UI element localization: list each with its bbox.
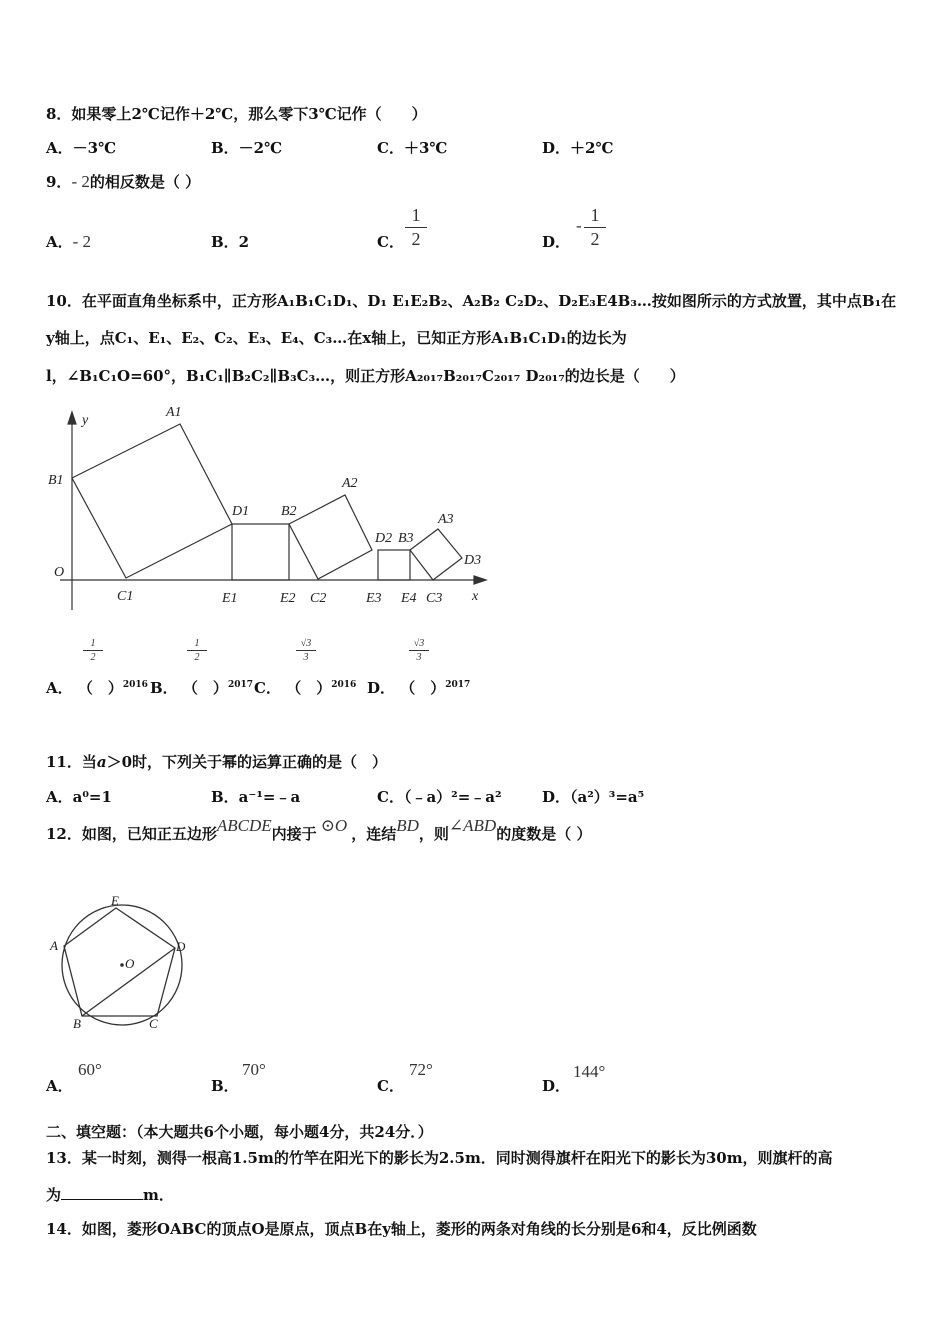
q12-math-segment: BD [396,816,419,835]
x-axis-arrow [474,576,486,584]
q12-math-circle: ⊙O [320,816,348,835]
q9-option-c-label: C． [377,233,404,251]
label-a2: A2 [342,476,358,491]
label-b2: B2 [281,504,297,519]
q9-stem-math: - 2 [71,172,90,191]
q10-option-c-label: C． [254,679,281,697]
q11-stem-post: ＞0时，下列关于幂的运算正确的是（ ） [106,753,388,771]
q10-option-d [367,677,470,698]
q8-option-a: A．－3℃ [46,139,117,157]
q12-option-a-label: A． [46,1077,73,1095]
q10-option-b-paren: （ ） [182,679,228,697]
q10-option-c-denominator: 3 [303,652,309,663]
label-x: x [472,589,479,604]
label-e2: E2 [280,591,296,606]
q12-option-c-label: C． [377,1077,404,1095]
q10-option-a-denominator: 2 [90,652,96,663]
q9-option-c-fraction [405,205,427,250]
q13-post: m． [143,1186,174,1204]
q10-option-b-denominator: 2 [194,652,200,663]
q10-option-b [150,677,253,698]
pentagon [64,908,175,1016]
q9-option-d-sign: - [576,216,582,235]
q10-stem-line1: 10．在平面直角坐标系中，正方形A₁B₁C₁D₁、D₁ E₁E₂B₂、A₂B₂ C₂D₂、D₂E₃E4B₃…按如图所示的方式放置，其中点B₁在 [46,292,897,310]
label-a: A [50,938,58,953]
label-a1: A1 [166,405,182,420]
q9-stem [46,171,200,192]
q11-stem [46,751,387,772]
label-e3: E3 [366,591,382,606]
label-o: O [125,956,135,971]
square-d1e1e2b2 [232,524,289,580]
q10-stem-line2: y轴上，点C₁、E₁、E₂、C₂、E₃、E₄、C₃…在x轴上，已知正方形A₁B₁C₁D₁的边长为 [46,329,627,347]
q9-number: 9． [46,173,72,191]
label-b: B [73,1016,81,1031]
q12-option-d-value: 144° [573,1062,606,1081]
section-2-heading: 二、填空题：（本大题共6个小题，每小题4分，共24分．） [46,1123,433,1141]
q12-math-angle: ∠ABD [448,816,497,835]
q10-squares-figure [40,400,500,615]
q9-option-a-value: - 2 [72,232,92,251]
q8-option-d: D．＋2℃ [542,139,614,157]
q12-option-c-value: 72° [409,1060,433,1079]
q11-option-a: A．a⁰=1 [46,788,112,806]
q11-option-d: D．（a²）³=a⁵ [542,788,645,806]
q10-option-c [254,677,356,698]
q10-option-a [46,677,148,698]
label-a3: A3 [438,512,454,527]
square-2 [289,495,372,579]
q11-option-c: C．（﹣a）²=﹣a² [377,788,502,806]
q11-stem-variable: a [96,753,107,771]
q9-option-b: B．2 [211,233,250,251]
q9-option-c-numerator: 1 [411,205,421,225]
q10-option-d-label: D． [367,679,396,697]
q10-stem-line3: l，∠B₁C₁O=60°，B₁C₁∥B₂C₂∥B₃C₃…，则正方形A₂₀₁₇B₂₀₁₇C₂₀₁₇ D₂₀₁₇的边长是（ ） [46,367,685,385]
q10-option-c-numerator: √3 [300,638,312,649]
q10-option-c-paren: （ ） [286,679,332,697]
label-d1: D1 [232,504,250,519]
q9-option-d-numerator: 1 [590,205,600,225]
q12-stem-mid2: ，连结 [351,825,397,843]
q10-option-a-numerator: 1 [90,638,96,649]
q10-option-a-paren: （ ） [77,679,123,697]
square-3 [410,529,462,580]
q10-option-d-exponent: 2017 [445,680,471,690]
q9-stem-text: 的相反数是（ ） [89,173,201,191]
q13-stem-line2 [46,1184,174,1205]
label-c2: C2 [310,591,327,606]
q13-answer-blank[interactable] [61,1185,143,1200]
q8-option-c: C．＋3℃ [377,139,448,157]
y-axis-arrow [68,412,76,424]
label-o: O [54,565,65,580]
q12-pentagon-figure [45,893,195,1033]
q12-stem-mid1: 内接于 [271,825,317,843]
label-y: y [82,413,89,428]
q12-option-a-value: 60° [78,1060,102,1079]
q12-stem-mid3: ，则 [418,825,449,843]
q11-stem-pre: 11．当 [46,753,97,771]
q10-option-d-paren: （ ） [400,679,446,697]
q10-option-a-fraction [83,638,103,663]
label-c1: C1 [117,589,134,604]
q9-option-d-denominator: 2 [590,229,600,249]
q11-option-b: B．a⁻¹=﹣a [211,788,301,806]
label-b1: B1 [48,473,64,488]
q10-option-d-numerator: √3 [413,638,425,649]
square-d2e3e4b3 [378,550,410,580]
q9-option-d-fraction [584,205,606,250]
q10-option-d-denominator: 3 [416,652,422,663]
q10-option-c-exponent: 2016 [331,680,357,690]
label-d2: D2 [375,531,393,546]
label-e1: E1 [222,591,238,606]
q10-option-b-label: B． [150,679,178,697]
q13-stem-line1: 13．某一时刻，测得一根高1.5m的竹竿在阳光下的影长为2.5m．同时测得旗杆在阳光下的影长为30m，则旗杆的高 [46,1149,833,1167]
q10-option-b-fraction [187,638,207,663]
q10-option-a-label: A． [46,679,73,697]
label-d: D [176,939,186,954]
q8-option-b: B．－2℃ [211,139,283,157]
q10-option-b-numerator: 1 [194,638,200,649]
square-1 [72,424,232,578]
q12-option-d-label: D． [542,1077,571,1095]
label-d3: D3 [464,553,482,568]
q14-stem-line1: 14．如图，菱形OABC的顶点O是原点，顶点B在y轴上，菱形的两条对角线的长分别是6和4，反比例函数 [46,1220,757,1238]
label-e: E [111,893,119,908]
q10-option-c-fraction [296,638,316,663]
label-c3: C3 [426,591,443,606]
q9-option-a-label: A． [46,233,73,251]
q10-option-b-exponent: 2017 [227,680,253,690]
q13-pre: 为 [46,1186,62,1204]
label-b3: B3 [398,531,414,546]
q9-option-d-label: D． [542,233,571,251]
label-e4: E4 [401,591,417,606]
q12-stem [46,816,592,844]
q10-option-a-exponent: 2016 [122,680,148,690]
q10-option-d-fraction [409,638,429,663]
q9-option-a [46,231,91,252]
q9-option-c-denominator: 2 [411,229,421,249]
q12-stem-pre: 12．如图，已知正五边形 [46,825,217,843]
label-c: C [149,1016,158,1031]
q12-option-b-label: B． [211,1077,239,1095]
q12-option-b-value: 70° [242,1060,266,1079]
center-point [120,963,124,967]
q12-math-pentagon: ABCDE [216,816,272,835]
q8-stem: 8．如果零上2℃记作＋2℃，那么零下3℃记作（ ） [46,105,427,123]
q12-stem-post: 的度数是（ ） [496,825,592,843]
